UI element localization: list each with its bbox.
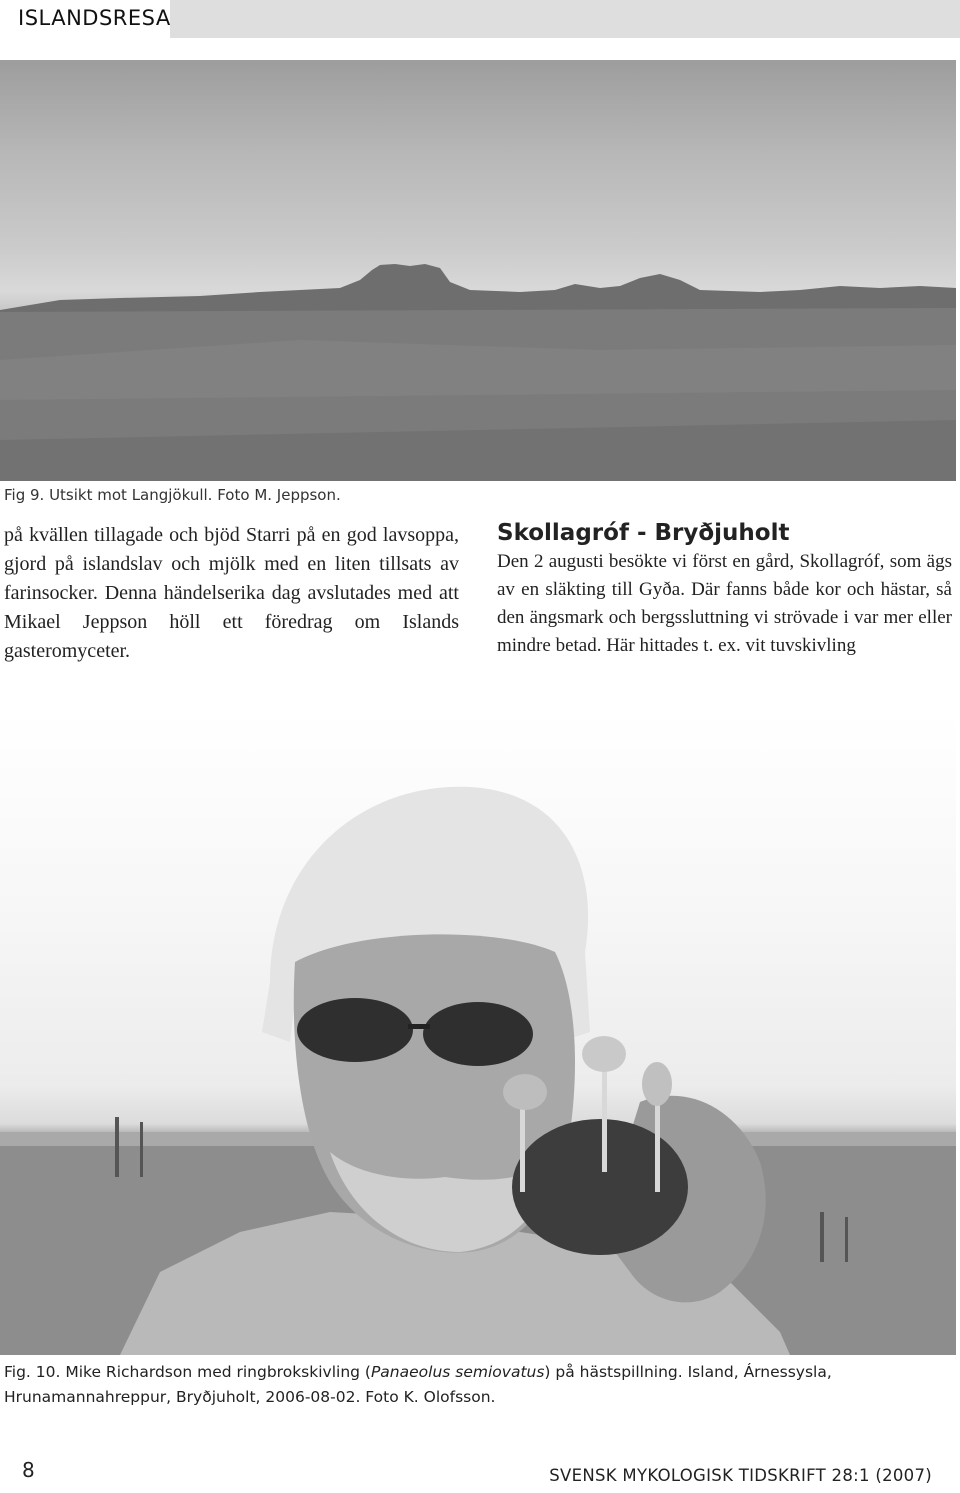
right-column-text: Den 2 augusti besökte vi först en gård, Skollagróf, som ägs av en släkting till Gyða. Där fanns både kor och hästar, så den ängsmark och bergssluttning vi strövade i var mer eller mindre betad. Här hittades t. ex. vit tuvskivling bbox=[497, 551, 952, 656]
right-column bbox=[497, 520, 952, 660]
portrait-photo-drawing bbox=[0, 712, 956, 1355]
landscape-photo-drawing bbox=[0, 60, 956, 481]
portrait-photo bbox=[0, 712, 956, 1355]
landscape-photo bbox=[0, 60, 956, 481]
journal-footer: SVENSK MYKOLOGISK TIDSKRIFT 28:1 (2007) bbox=[549, 1466, 932, 1485]
caption-suffix: ) på hästspillning. Island, Árnessysla, Hrunamannahreppur, Bryðjuholt, 2006-08-02. Foto K. Olofsson. bbox=[4, 1363, 832, 1406]
figure-9-caption: Fig 9. Utsikt mot Langjökull. Foto M. Jeppson. bbox=[4, 486, 341, 504]
page-number: 8 bbox=[22, 1458, 35, 1482]
caption-prefix: Fig. 10. Mike Richardson med ringbrokskivling ( bbox=[4, 1363, 371, 1381]
section-label: ISLANDSRESA bbox=[18, 6, 171, 30]
dung-ball bbox=[512, 1119, 688, 1255]
section-heading: Skollagróf - Bryðjuholt bbox=[497, 520, 790, 546]
figure-10-caption bbox=[4, 1360, 954, 1410]
species-name: Panaeolus semiovatus bbox=[370, 1363, 545, 1381]
left-column-text: på kvällen tillagade och bjöd Starri på en god lavsoppa, gjord på islandslav och mjölk med en liten tillsats av farinsocker. Denna händelserika dag avslutades med att Mikael Jeppson höll ett föredrag om Islands gasteromyceter. bbox=[4, 524, 459, 662]
